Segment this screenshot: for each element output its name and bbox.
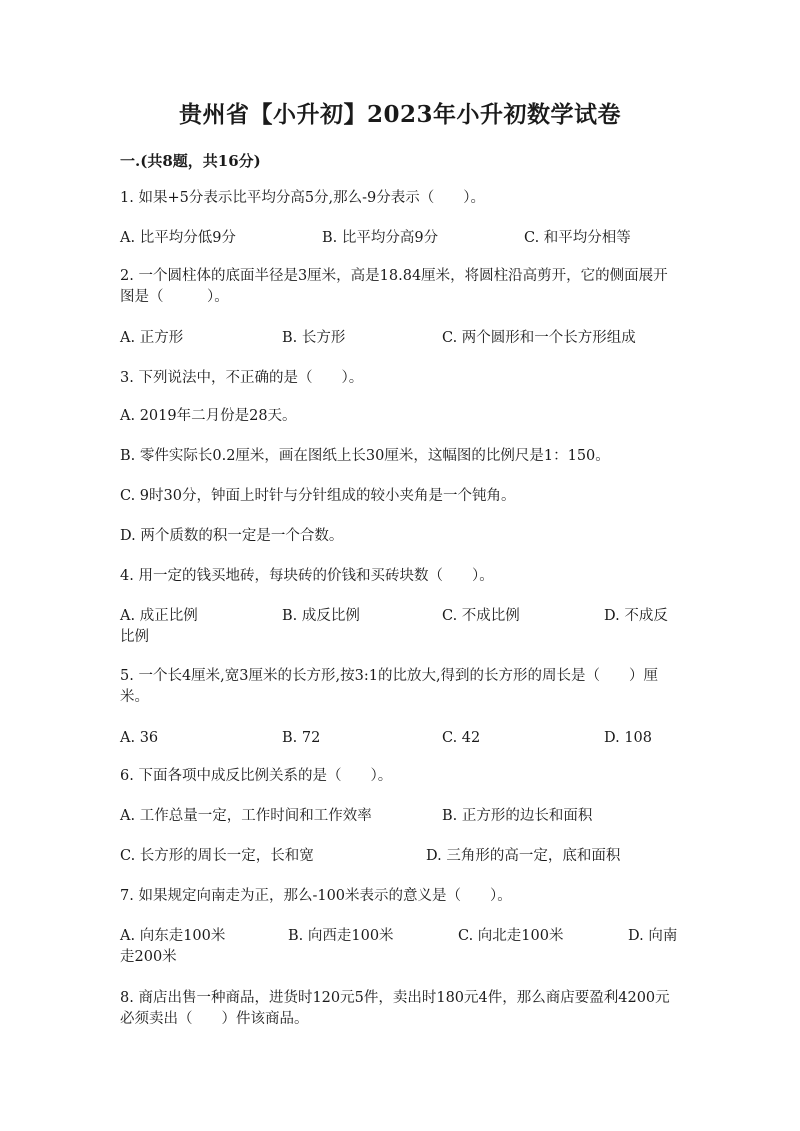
- question-3-stem: 3. 下列说法中，不正确的是（ ）。: [120, 370, 364, 386]
- q7-option-d[interactable]: D. 向南: [628, 928, 678, 944]
- q2-option-c[interactable]: C. 两个圆形和一个长方形组成: [442, 330, 636, 346]
- q7-option-a[interactable]: A. 向东走100米: [120, 928, 226, 944]
- q6-option-c[interactable]: C. 长方形的周长一定，长和宽: [120, 848, 314, 864]
- question-4-options: [120, 606, 680, 630]
- q6-option-b[interactable]: B. 正方形的边长和面积: [442, 808, 593, 824]
- question-5-options: [120, 728, 680, 752]
- q7-option-c[interactable]: C. 向北走100米: [458, 928, 564, 944]
- q3-option-b[interactable]: B. 零件实际长0.2厘米，画在图纸上长30厘米，这幅图的比例尺是1：150。: [120, 448, 610, 464]
- question-7-options: [120, 926, 680, 950]
- q2-option-a[interactable]: A. 正方形: [120, 330, 184, 346]
- q7-option-b[interactable]: B. 向西走100米: [288, 928, 394, 944]
- question-6-options-row1: [120, 806, 680, 830]
- q4-option-d-continued: 比例: [120, 629, 149, 645]
- question-6-stem: 6. 下面各项中成反比例关系的是（ ）。: [120, 768, 393, 784]
- q1-option-c[interactable]: C. 和平均分相等: [524, 230, 631, 246]
- q5-option-c[interactable]: C. 42: [442, 730, 481, 746]
- q7-option-d-continued: 走200米: [120, 949, 177, 965]
- question-1-options: [120, 228, 680, 252]
- section-heading: 一.(共8题，共16分): [120, 152, 261, 170]
- q2-option-b[interactable]: B. 长方形: [282, 330, 346, 346]
- q4-option-c[interactable]: C. 不成比例: [442, 608, 520, 624]
- q6-option-a[interactable]: A. 工作总量一定，工作时间和工作效率: [120, 808, 372, 824]
- question-5-stem: 5. 一个长4厘米,宽3厘米的长方形,按3:1的比放大,得到的长方形的周长是（ ）厘米。: [120, 668, 659, 705]
- q1-option-a[interactable]: A. 比平均分低9分: [120, 230, 236, 246]
- question-4-stem: 4. 用一定的钱买地砖，每块砖的价钱和买砖块数（ ）。: [120, 568, 494, 584]
- q3-option-c[interactable]: C. 9时30分，钟面上时针与分针组成的较小夹角是一个钝角。: [120, 488, 516, 504]
- question-1-stem: 1. 如果+5分表示比平均分高5分,那么-9分表示（ ）。: [120, 190, 486, 206]
- q4-option-b[interactable]: B. 成反比例: [282, 608, 360, 624]
- question-6-options-row2: [120, 846, 680, 870]
- question-7-stem: 7. 如果规定向南走为正，那么-100米表示的意义是（ ）。: [120, 888, 512, 904]
- q4-option-d[interactable]: D. 不成反: [604, 608, 668, 624]
- question-2-stem: 2. 一个圆柱体的底面半径是3厘米，高是18.84厘米，将圆柱沿高剪开，它的侧面展开图是（ ）。: [120, 268, 668, 305]
- q5-option-a[interactable]: A. 36: [120, 730, 159, 746]
- question-2-options: [120, 328, 680, 352]
- q5-option-b[interactable]: B. 72: [282, 730, 321, 746]
- question-8-stem: 8. 商店出售一种商品，进货时120元5件，卖出时180元4件，那么商店要盈利4200元必须卖出（ ）件该商品。: [120, 990, 670, 1027]
- q3-option-a[interactable]: A. 2019年二月份是28天。: [120, 408, 297, 424]
- q6-option-d[interactable]: D. 三角形的高一定，底和面积: [426, 848, 621, 864]
- q5-option-d[interactable]: D. 108: [604, 730, 653, 746]
- page-title: 贵州省【小升初】2023年小升初数学试卷: [178, 101, 621, 128]
- q3-option-d[interactable]: D. 两个质数的积一定是一个合数。: [120, 528, 344, 544]
- q4-option-a[interactable]: A. 成正比例: [120, 608, 198, 624]
- q1-option-b[interactable]: B. 比平均分高9分: [322, 230, 439, 246]
